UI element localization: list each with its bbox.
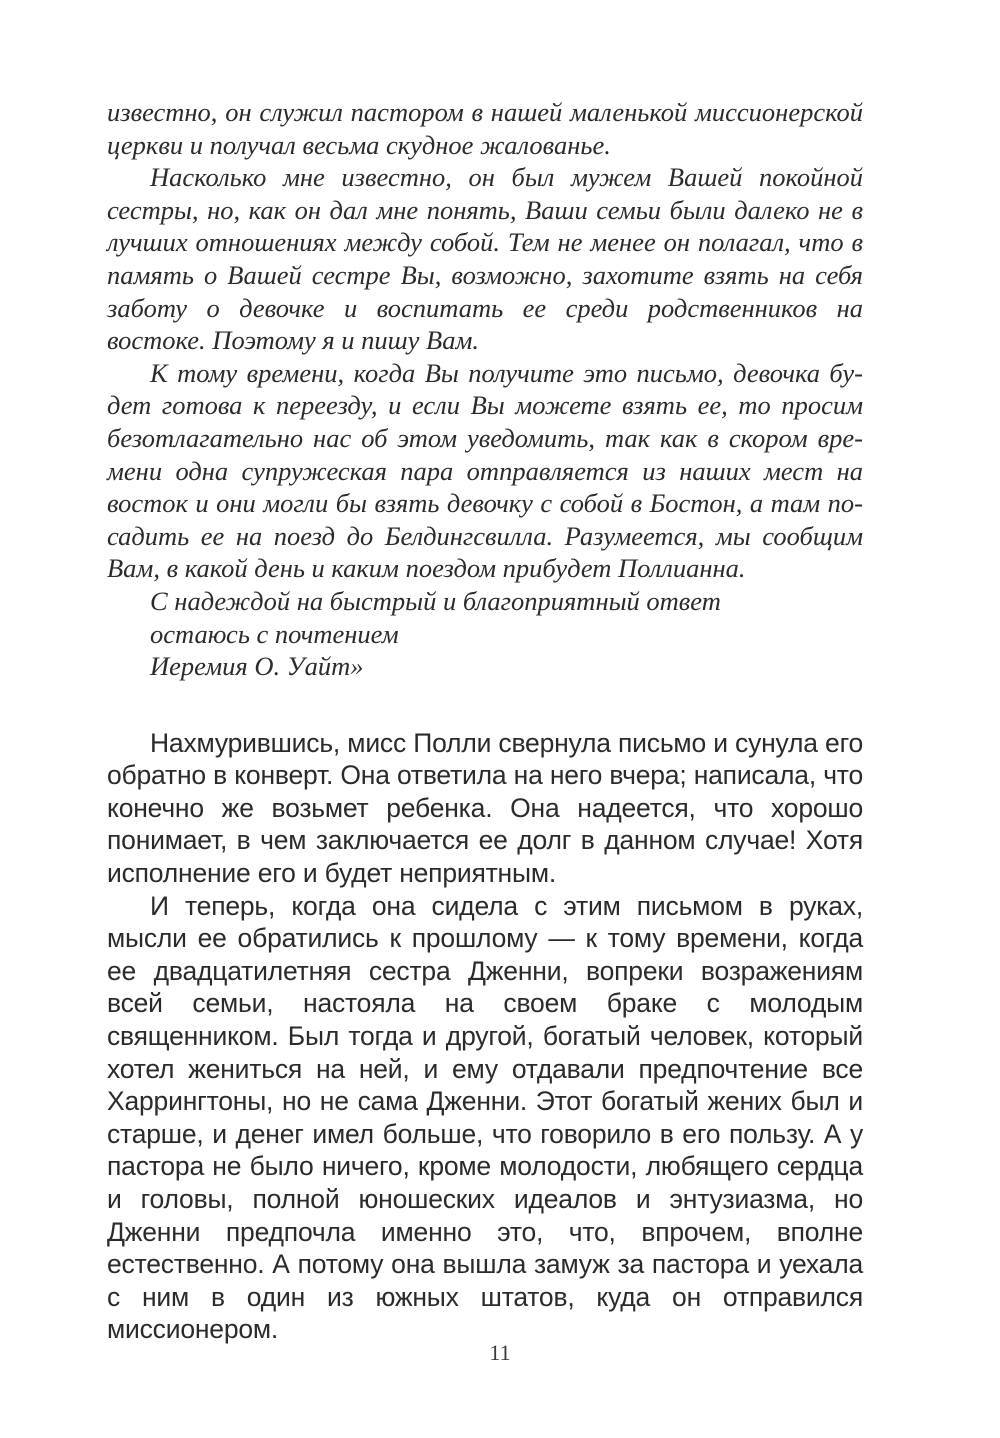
narrative-text — [107, 727, 863, 1346]
narrative-paragraph: И теперь, когда она сидела с этим письмом в руках, мысли ее обратились к прошлому — к тому времени, когда ее двадцатилетняя сестра Дженни, вопреки возражениям всей семьи, настояла на своем браке с молодым священником. Был тогда и другой, богатый человек, который хотел жениться на ней, и ему отдавали предпочтение все Харрингтоны, но не сама Дженни. Этот богатый жених был и старше, и денег имел больше, что говорило в его пользу. А у пастора не было ничего, кроме молодости, любящего сердца и головы, полной юношеских идеалов и энтузиазма, но Дженни предпочла именно это, что, впрочем, вполне естественно. А потому она вышла замуж за пастора и уехала с ним в один из южных штатов, куда он отправился миссионером. — [107, 890, 863, 1345]
narrative-paragraph: Нахмурившись, мисс Полли свернула письмо и сунула его обратно в конверт. Она ответила на него вчера; написала, что конечно же возьмет ребенка. Она надеется, что хорошо понимает, в чем заключается ее долг в данном случае! Хотя исполнение его и будет неприятным. — [107, 727, 863, 889]
letter-signature: Иеремия О. Уайт» — [150, 651, 364, 682]
letter-closing-line: С надеждой на быстрый и благоприятный ответ — [150, 585, 721, 616]
page-content — [107, 96, 863, 1346]
letter-closing-line: остаюсь с почтением — [150, 618, 399, 649]
letter-paragraph: известно, он служил пастором в нашей маленькой миссионерской церкви и получал весьма скудное жалованье. — [107, 97, 863, 160]
letter-paragraph: Насколько мне известно, он был мужем Вашей покойной сестры, но, как он дал мне понять, Ваши семьи были далеко не в лучших отношениях между собой. Тем не менее он полагал, что в память о Вашей сестре Вы, возможно, захотите взять на себя заботу о девочке и воспитать ее среди родственников на востоке. Поэтому я и пишу Вам. — [107, 162, 863, 356]
letter-excerpt — [107, 96, 863, 683]
letter-paragraph: К тому времени, когда Вы получите это письмо, девочка будет готова к переезду, и если Вы можете взять ее, то просим безотлагательно нас об этом уведомить, так как в скором времени одна супружеская пара отправляется из наших мест на восток и они могли бы взять девочку с собой в Бостон, а там посадить ее на поезд до Белдингсвилла. Разумеется, мы сообщим Вам, в какой день и каким поездом прибудет Поллианна. — [107, 357, 863, 584]
page-number: 11 — [489, 1340, 511, 1365]
